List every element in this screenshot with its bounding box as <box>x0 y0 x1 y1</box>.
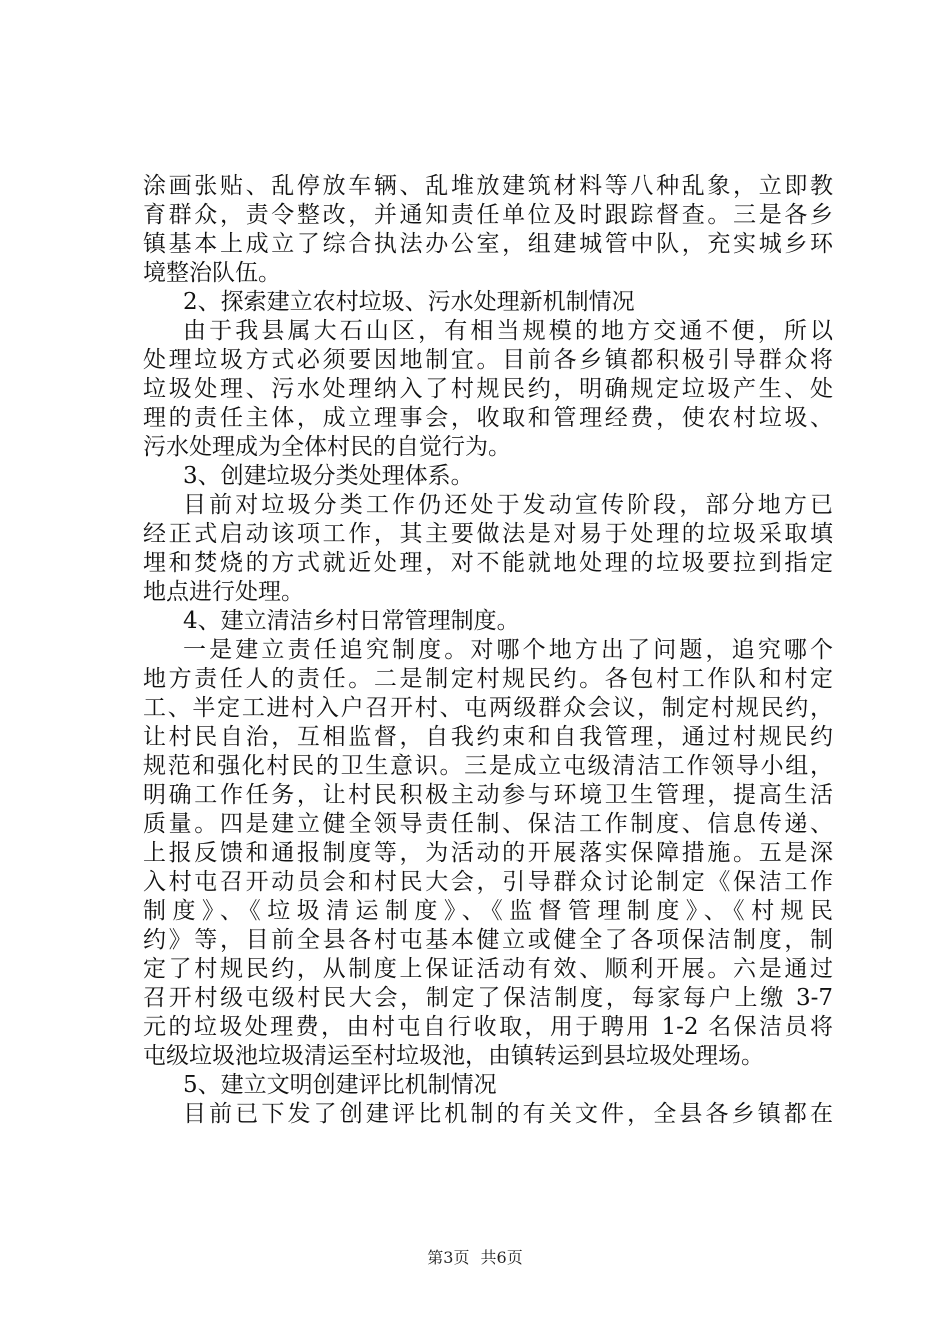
text-line: 让村民自治，互相监督，自我约束和自我管理，通过村规民约 <box>143 724 833 750</box>
section-heading: 5、建立文明创建评比机制情况 <box>183 1072 497 1098</box>
text-line: 目前对垃圾分类工作仍还处于发动宣传阶段，部分地方已 <box>183 492 833 518</box>
text-line: 经正式启动该项工作，其主要做法是对易于处理的垃圾采取填 <box>143 521 833 547</box>
text-line: 屯级垃圾池垃圾清运至村垃圾池，由镇转运到县垃圾处理场。 <box>143 1043 764 1069</box>
section-heading: 4、建立清洁乡村日常管理制度。 <box>183 608 520 634</box>
text-line: 上报反馈和通报制度等，为活动的开展落实保障措施。五是深 <box>143 840 833 866</box>
section-heading: 3、创建垃圾分类处理体系。 <box>183 463 474 489</box>
text-line: 明确工作任务，让村民积极主动参与环境卫生管理，提高生活 <box>143 782 833 808</box>
text-line: 召开村级屯级村民大会，制定了保洁制度，每家每户上缴 3-7 <box>143 985 833 1011</box>
text-line: 埋和焚烧的方式就近处理，对不能就地处理的垃圾要拉到指定 <box>143 550 833 576</box>
section-heading: 2、探索建立农村垃圾、污水处理新机制情况 <box>183 289 635 315</box>
text-line: 镇基本上成立了综合执法办公室，组建城管中队，充实城乡环 <box>143 231 833 257</box>
text-line: 入村屯召开动员会和村民大会，引导群众讨论制定《保洁工作 <box>143 869 833 895</box>
text-line: 地点进行处理。 <box>143 579 304 605</box>
document-body <box>143 172 833 1129</box>
text-line: 境整治队伍。 <box>143 260 281 286</box>
text-line: 目前已下发了创建评比机制的有关文件，全县各乡镇都在 <box>183 1101 833 1127</box>
text-line: 质量。四是建立健全领导责任制、保洁工作制度、信息传递、 <box>143 811 833 837</box>
text-line: 元的垃圾处理费，由村屯自行收取，用于聘用 1-2 名保洁员将 <box>143 1014 833 1040</box>
text-line: 约》等，目前全县各村屯基本健立或健全了各项保洁制度，制 <box>143 927 833 953</box>
text-line: 垃圾处理、污水处理纳入了村规民约，明确规定垃圾产生、处 <box>143 376 833 402</box>
text-line: 工、半定工进村入户召开村、屯两级群众会议，制定村规民约， <box>143 695 833 721</box>
text-line: 规范和强化村民的卫生意识。三是成立屯级清洁工作领导小组， <box>143 753 833 779</box>
text-line: 由于我县属大石山区，有相当规模的地方交通不便，所以 <box>183 318 833 344</box>
text-line: 地方责任人的责任。二是制定村规民约。各包村工作队和村定 <box>143 666 833 692</box>
text-line: 污水处理成为全体村民的自觉行为。 <box>143 434 511 460</box>
text-line: 育群众，责令整改，并通知责任单位及时跟踪督查。三是各乡 <box>143 202 833 228</box>
text-line: 理的责任主体，成立理事会，收取和管理经费，使农村垃圾、 <box>143 405 833 431</box>
page-footer: 第3页 共6页 <box>427 1248 523 1267</box>
text-line: 制度》、《垃圾清运制度》、《监督管理制度》、《村规民 <box>143 898 833 924</box>
text-line: 涂画张贴、乱停放车辆、乱堆放建筑材料等八种乱象，立即教 <box>143 173 833 199</box>
text-line: 一是建立责任追究制度。对哪个地方出了问题，追究哪个 <box>183 637 833 663</box>
text-line: 处理垃圾方式必须要因地制宜。目前各乡镇都积极引导群众将 <box>143 347 833 373</box>
text-line: 定了村规民约，从制度上保证活动有效、顺利开展。六是通过 <box>143 956 833 982</box>
